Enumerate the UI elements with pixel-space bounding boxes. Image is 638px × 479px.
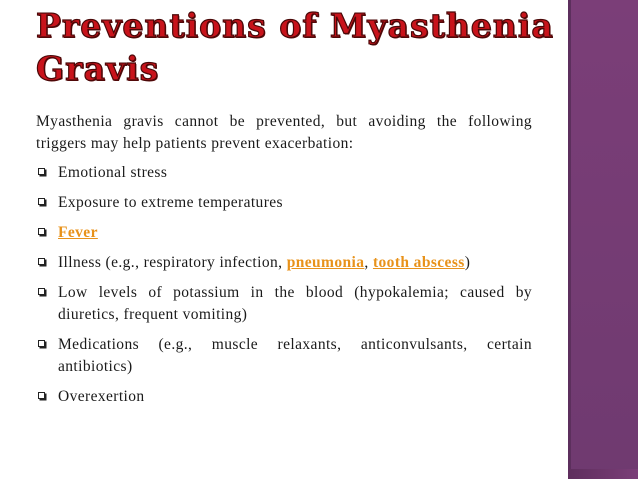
list-item-text: Exposure to extreme temperatures (58, 194, 283, 211)
list-item-illness (36, 252, 532, 274)
list-item-text: Emotional stress (58, 164, 168, 181)
pneumonia-link[interactable]: pneumonia (286, 254, 365, 271)
checkbox-square-icon (38, 198, 45, 205)
checkbox-square-icon (38, 228, 45, 235)
checkbox-square-icon (38, 392, 45, 399)
list-item-text: Overexertion (58, 388, 145, 405)
list-item-overexertion (36, 386, 532, 408)
slide-title: Preventions of Myasthenia Gravis (36, 6, 554, 88)
list-item-fever (36, 222, 532, 244)
list-item-text: Medications (e.g., muscle relaxants, anticonvulsants, certain antibiotics) (58, 336, 532, 375)
list-item-extreme-temperatures (36, 192, 532, 214)
slide-body (36, 111, 532, 416)
illness-text: Illness (e.g., respiratory infection, (58, 254, 287, 271)
list-item-potassium (36, 282, 532, 326)
checkbox-square-icon (38, 258, 45, 265)
illness-close-paren: ) (464, 254, 471, 271)
decorative-side-bar (568, 0, 638, 479)
list-item-emotional-stress (36, 162, 532, 184)
trigger-list (36, 162, 532, 408)
list-item-text: Low levels of potassium in the blood (hypokalemia; caused by diuretics, frequent vomiting) (58, 284, 532, 323)
tooth-abscess-link[interactable]: tooth abscess (372, 254, 465, 271)
checkbox-square-icon (38, 168, 45, 175)
checkbox-square-icon (38, 340, 45, 347)
fever-link[interactable]: Fever (58, 224, 98, 241)
illness-comma: , (364, 254, 373, 271)
intro-paragraph: Myasthenia gravis cannot be prevented, but avoiding the following triggers may help patients prevent exacerbation: (36, 113, 532, 152)
list-item-medications (36, 334, 532, 378)
checkbox-square-icon (38, 288, 45, 295)
